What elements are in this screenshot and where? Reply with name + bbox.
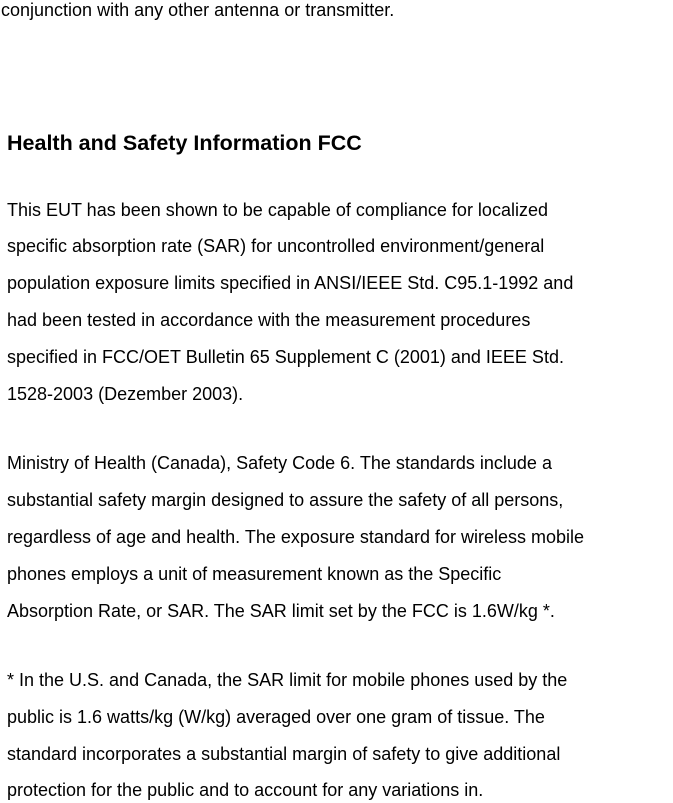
paragraph-line: standard incorporates a substantial margin of safety to give additional [7, 744, 561, 764]
section-heading: Health and Safety Information FCC [7, 131, 362, 155]
paragraph-line: specified in FCC/OET Bulletin 65 Supplement C (2001) and IEEE Std. [7, 347, 564, 367]
paragraph-line: protection for the public and to account for any variations in. [7, 780, 484, 800]
paragraph-line: regardless of age and health. The exposure standard for wireless mobile [7, 527, 585, 547]
paragraph-line: population exposure limits specified in ANSI/IEEE Std. C95.1-1992 and [7, 273, 574, 293]
paragraph-line: public is 1.6 watts/kg (W/kg) averaged over one gram of tissue. The [7, 707, 545, 727]
paragraph-line: Absorption Rate, or SAR. The SAR limit set by the FCC is 1.6W/kg *. [7, 601, 555, 621]
paragraph-line: phones employs a unit of measurement known as the Specific [7, 564, 502, 584]
paragraph-line: This EUT has been shown to be capable of compliance for localized [7, 200, 548, 220]
paragraph-line: Ministry of Health (Canada), Safety Code 6. The standards include a [7, 453, 552, 473]
paragraph-line: * In the U.S. and Canada, the SAR limit for mobile phones used by the [7, 670, 568, 690]
intro-fragment: conjunction with any other antenna or transmitter. [1, 0, 395, 20]
paragraph-line: had been tested in accordance with the measurement procedures [7, 310, 531, 330]
paragraph-line: specific absorption rate (SAR) for uncontrolled environment/general [7, 236, 545, 256]
paragraph-line: 1528-2003 (Dezember 2003). [7, 384, 244, 404]
paragraph-line: substantial safety margin designed to assure the safety of all persons, [7, 490, 564, 510]
